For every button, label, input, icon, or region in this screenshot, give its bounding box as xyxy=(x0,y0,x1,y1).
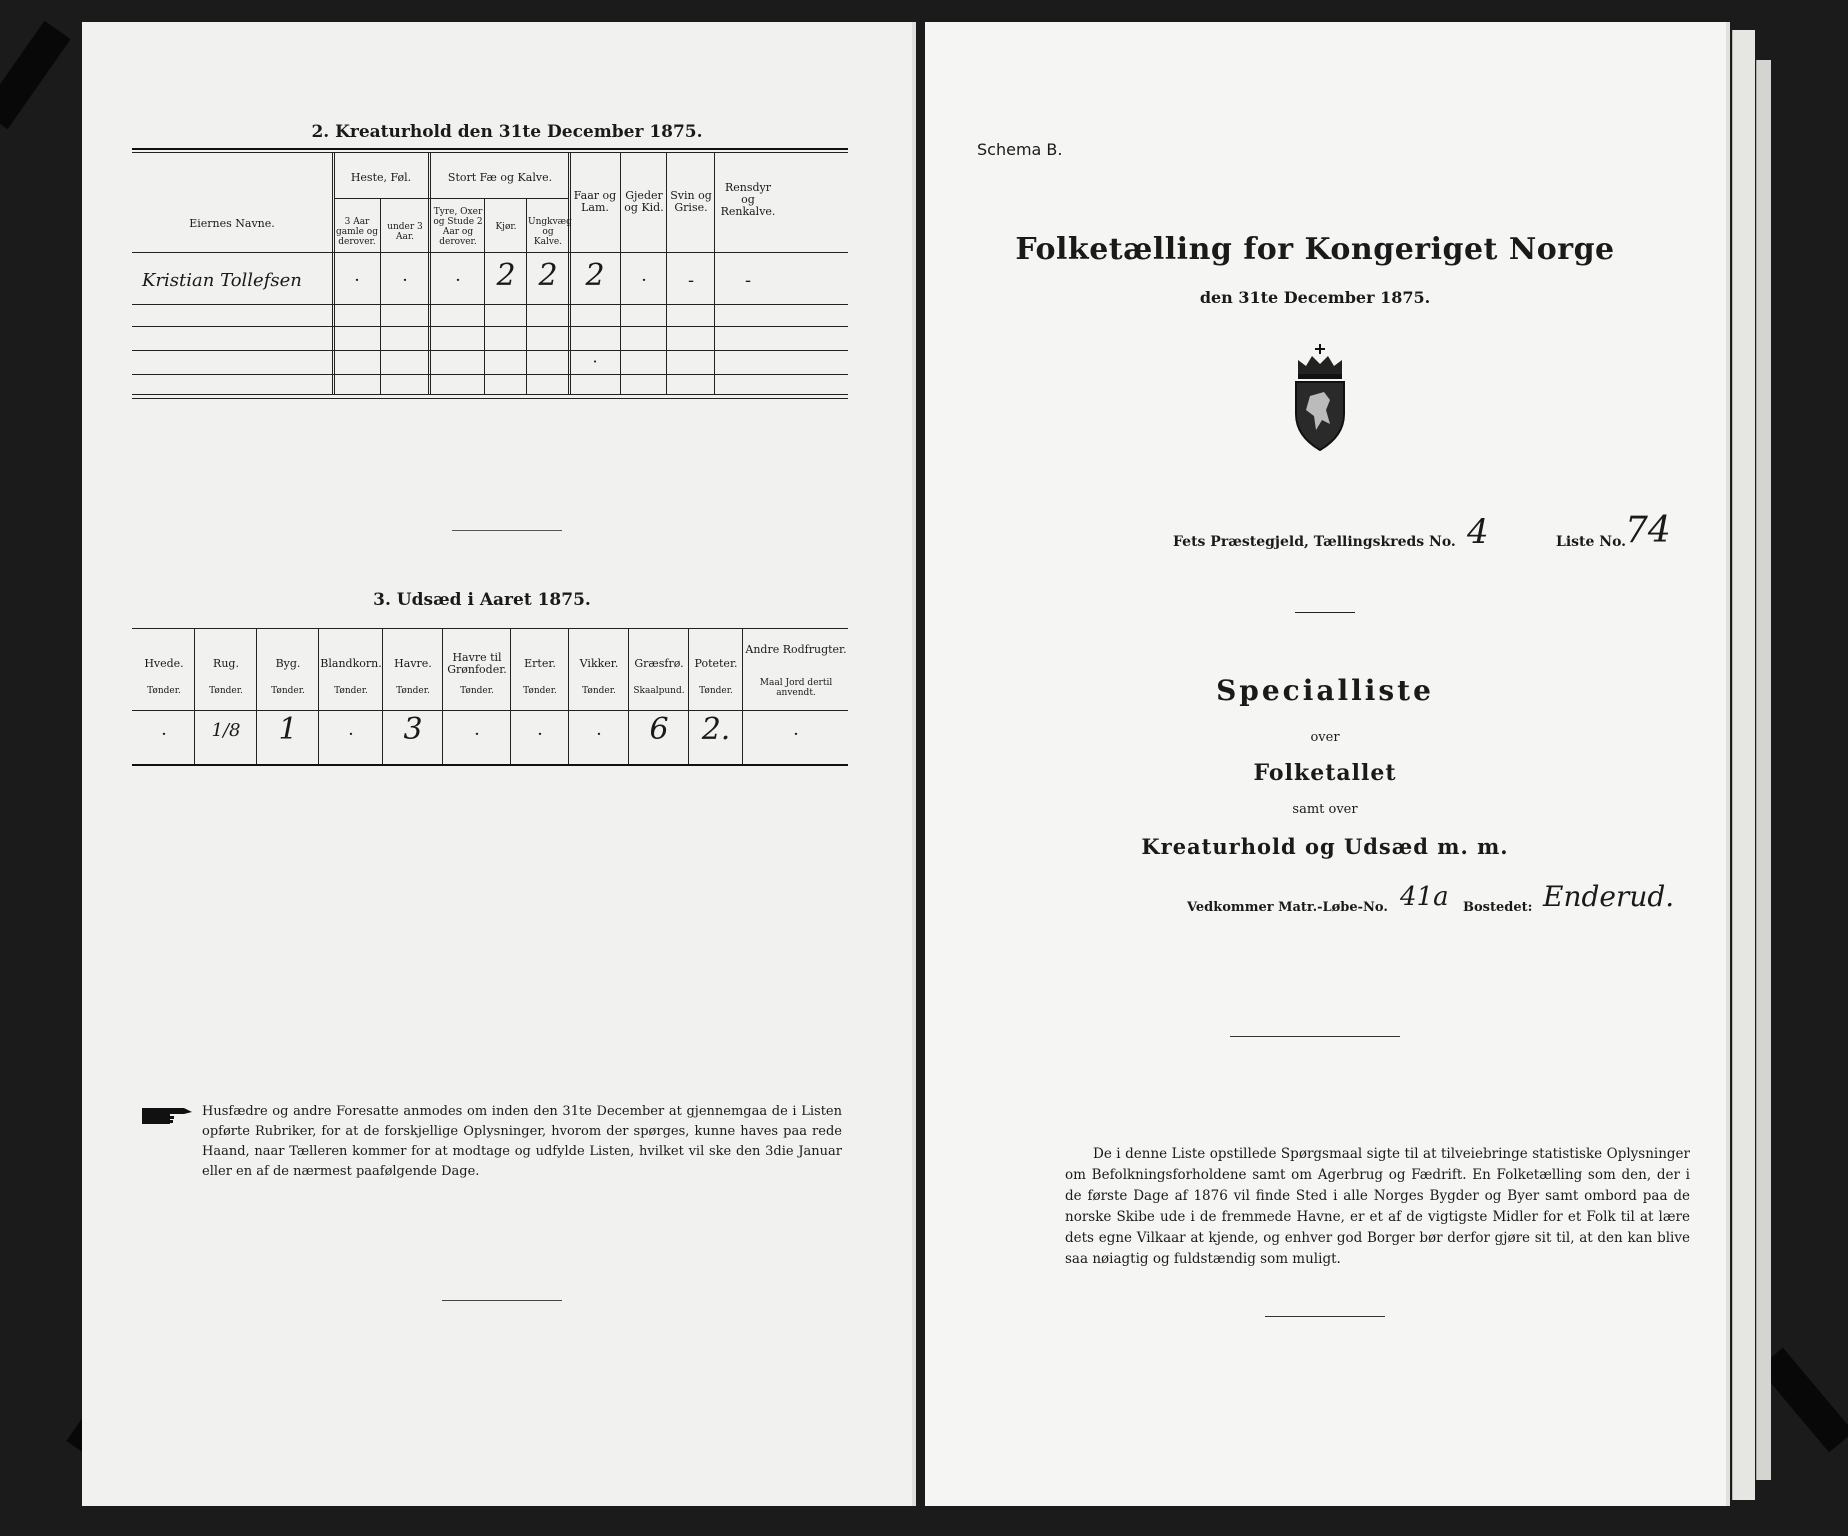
row1-cows: 2 xyxy=(496,258,516,293)
udsaed-value-byg: 1 xyxy=(278,712,298,747)
udsaed-value-gronfoder: · xyxy=(474,724,480,745)
row1-reindeer: - xyxy=(744,270,752,291)
udsaed-value-vikker: · xyxy=(596,724,602,745)
udsaed-unit-hvede: Tønder. xyxy=(147,686,181,696)
udsaed-unit-rug: Tønder. xyxy=(209,686,243,696)
parish-label: Fets Præstegjeld, Tællingskreds No. xyxy=(1173,534,1456,550)
row1-sheep: 2 xyxy=(585,258,605,293)
group-cattle-header: Stort Fæ og Kalve. xyxy=(447,171,553,184)
over-2: samt over xyxy=(1292,802,1358,817)
udsaed-value-graesfro: 6 xyxy=(649,712,669,747)
udsaed-unit-havre: Tønder. xyxy=(396,686,430,696)
udsaed-header-gronfoder: Havre til Grønfoder. xyxy=(447,651,507,676)
section3-title: 3. Udsæd i Aaret 1875. xyxy=(373,590,591,610)
specialliste-heading: Specialliste xyxy=(1216,674,1434,707)
udsaed-header-havre: Havre. xyxy=(394,657,432,670)
schema-label: Schema B. xyxy=(977,140,1063,159)
row1-young-cattle: 2 xyxy=(538,258,558,293)
sub-cows: Kjør. xyxy=(495,222,517,232)
udsaed-unit-poteter: Tønder. xyxy=(699,686,733,696)
matr-label: Vedkommer Matr.-Løbe-No. xyxy=(1187,900,1388,915)
place-value: Enderud. xyxy=(1543,880,1675,913)
sub-young-cattle: Ungkvæg og Kalve. xyxy=(528,217,572,247)
group-horses-header: Heste, Føl. xyxy=(350,171,412,184)
sub-horse-old: 3 Aar gamle og derover. xyxy=(336,217,378,247)
row1-horse-young: · xyxy=(402,270,408,291)
section2-title: 2. Kreaturhold den 31te December 1875. xyxy=(311,122,703,142)
udsaed-value-blandkorn: · xyxy=(348,724,354,745)
right-page xyxy=(925,22,1730,1506)
subject-folketallet: Folketallet xyxy=(1253,760,1397,786)
col-owner-header: Eiernes Navne. xyxy=(189,217,275,230)
udsaed-header-vikker: Vikker. xyxy=(579,657,619,670)
matr-number: 41a xyxy=(1400,882,1449,912)
row1-pigs: - xyxy=(687,270,695,291)
udsaed-header-rodfrugter: Andre Rodfrugter. xyxy=(745,643,847,656)
udsaed-header-byg: Byg. xyxy=(275,657,301,670)
udsaed-unit-vikker: Tønder. xyxy=(582,686,616,696)
udsaed-header-graesfro: Græsfrø. xyxy=(634,657,684,670)
pointing-hand-icon xyxy=(140,1102,196,1128)
info-paragraph: De i denne Liste opstillede Spørgsmaal sigte til at tilveiebringe statistiske Oplysninger om Befolkningsforholdene samt om Agerbrug og Fædrift. En Folketælling som den, der i de første Dage af 1876 vil finde Sted i alle Norges Bygder og Byer samt ombord paa de norske Skibe ude i de fremmede Havne, er et af de vigtigste Midler for et Folk til at lære dets egne Vilkaar at kjende, og enhver god Borger bør derfor gjøre sit til, at den kan blive saa nøiagtig og fuldstændig som muligt. xyxy=(1065,1146,1690,1267)
udsaed-header-rug: Rug. xyxy=(213,657,239,670)
udsaed-header-hvede: Hvede. xyxy=(144,657,184,670)
sub-horse-young: under 3 Aar. xyxy=(387,222,423,242)
row1-bulls: · xyxy=(455,270,461,291)
left-page xyxy=(82,22,916,1506)
col-goats-header: Gjeder og Kid. xyxy=(624,189,664,214)
udsaed-value-hvede: · xyxy=(161,724,167,745)
place-label: Bostedet: xyxy=(1463,900,1533,915)
col-reindeer-header: Rensdyr og Renkalve. xyxy=(720,181,776,218)
udsaed-unit-blandkorn: Tønder. xyxy=(334,686,368,696)
row1-owner: Kristian Tollefsen xyxy=(142,270,302,291)
coat-of-arms-icon xyxy=(1290,344,1350,454)
udsaed-value-erter: · xyxy=(537,724,543,745)
subject-kreaturhold: Kreaturhold og Udsæd m. m. xyxy=(1141,834,1509,859)
udsaed-unit-rodfrugter: Maal Jord dertil anvendt. xyxy=(759,678,833,698)
binder-clip-top-left xyxy=(0,21,71,129)
udsaed-value-rug: 1/8 xyxy=(211,720,241,741)
udsaed-header-poteter: Poteter. xyxy=(694,657,738,670)
census-date: den 31te December 1875. xyxy=(1199,288,1431,307)
row1-goats: · xyxy=(641,270,647,291)
col-sheep-header: Faar og Lam. xyxy=(573,189,617,214)
udsaed-unit-gronfoder: Tønder. xyxy=(460,686,494,696)
binder-clip-bottom-right xyxy=(1758,1348,1848,1453)
col-pigs-header: Svin og Grise. xyxy=(670,189,712,214)
udsaed-header-blandkorn: Blandkorn. xyxy=(320,657,382,670)
census-title: Folketælling for Kongeriget Norge xyxy=(1015,232,1615,267)
list-label: Liste No. xyxy=(1556,534,1627,550)
row1-horse-old: · xyxy=(354,270,360,291)
page-edge-strip-2 xyxy=(1756,60,1771,1480)
list-number: 74 xyxy=(1625,510,1671,551)
district-number: 4 xyxy=(1467,512,1489,552)
sub-bulls: Tyre, Oxer og Stude 2 Aar og derover. xyxy=(433,207,483,247)
udsaed-unit-graesfro: Skaalpund. xyxy=(633,686,685,696)
udsaed-unit-byg: Tønder. xyxy=(271,686,305,696)
udsaed-value-havre: 3 xyxy=(403,712,423,747)
over-1: over xyxy=(1310,730,1340,745)
page-edge-strip xyxy=(1732,30,1755,1500)
udsaed-header-erter: Erter. xyxy=(524,657,556,670)
udsaed-unit-erter: Tønder. xyxy=(523,686,557,696)
udsaed-value-poteter: 2. xyxy=(701,712,731,747)
row3-dot: · xyxy=(592,352,598,371)
footnote-text: Husfædre og andre Foresatte anmodes om inden den 31te December at gjennemgaa de i Listen opførte Rubriker, for at de forskjellige Oplysninger, hvorom der spørges, kunne haves paa rede Haand, naar Tælleren kommer for at modtage og udfylde Listen, hvilket vil ske den 3die Januar eller en af de nærmest paafølgende Dage. xyxy=(202,1104,842,1179)
udsaed-value-rodfrugter: · xyxy=(793,724,799,745)
